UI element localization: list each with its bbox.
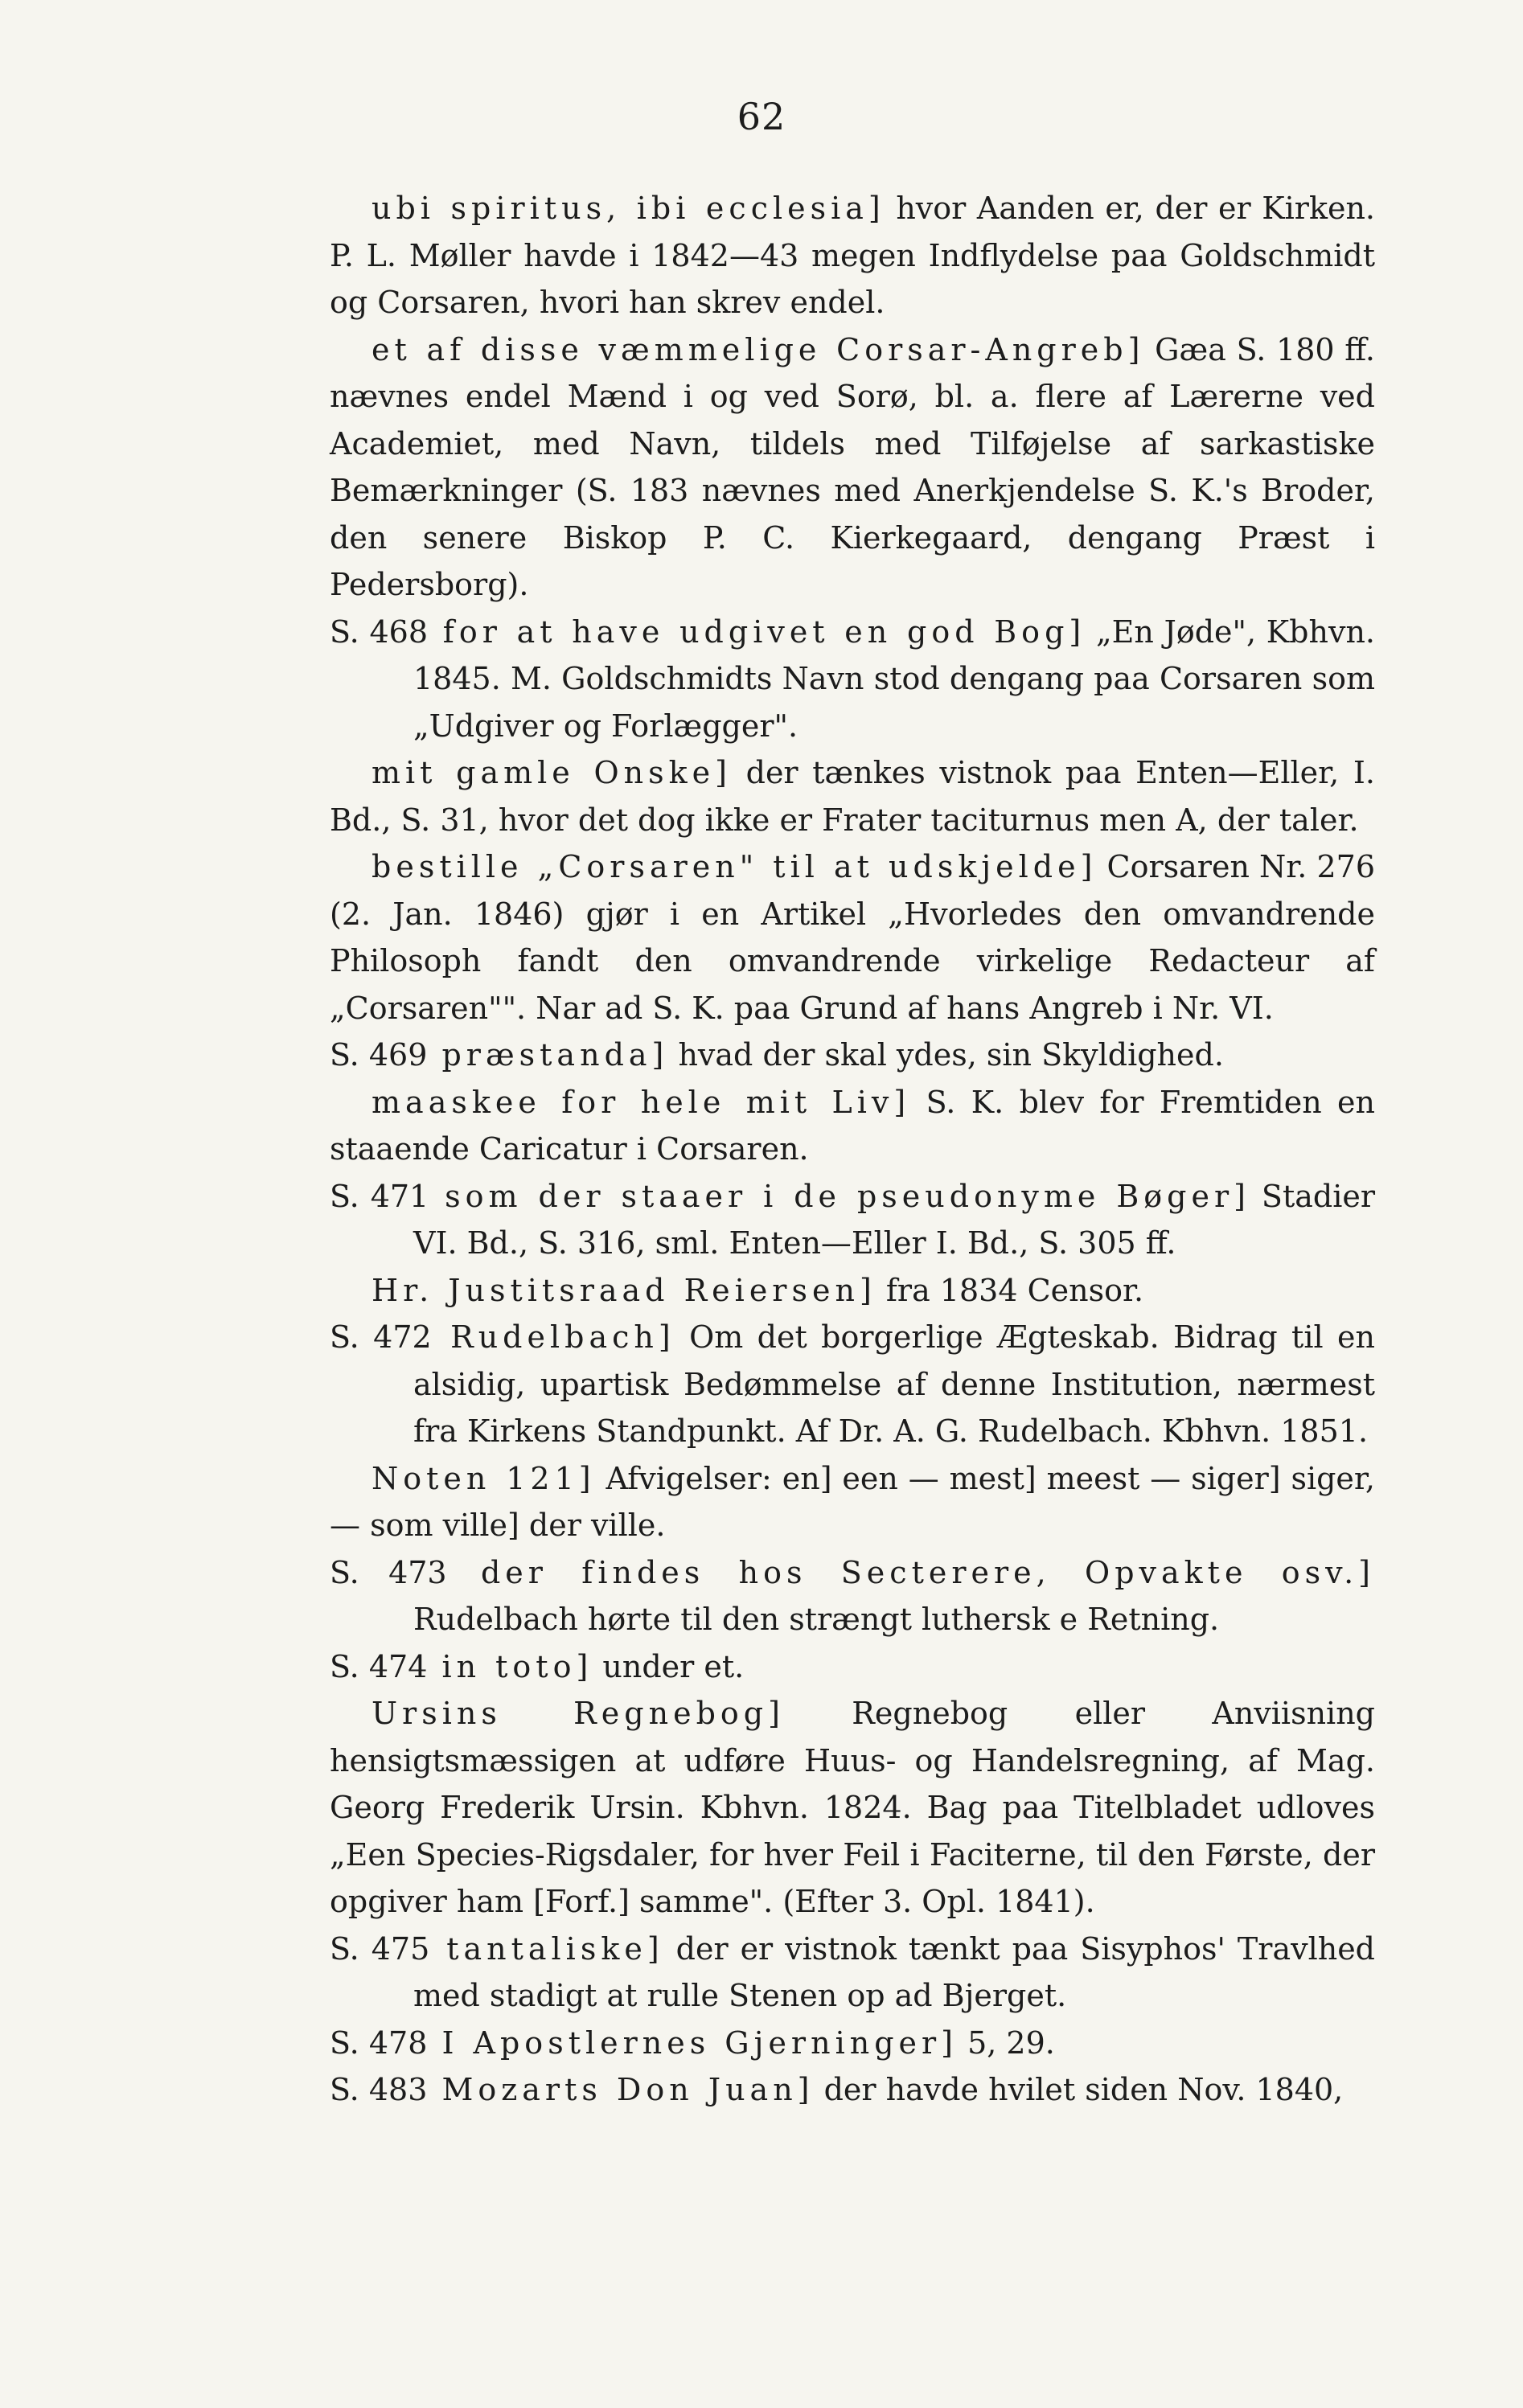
note-text: Regnebog eller Anviisning hensigtsmæssigen at udføre Huus- og Handelsregning, af Mag. Georg Frederik Ursin. Kbhvn. 1824. Bag paa Titelbladet udloves „Een Species-Rigsdaler, for hver Feil i Faciterne, til den Første, der opgiver ham [Forf.] samme". (Efter 3. Opl. 1841). bbox=[330, 1696, 1376, 1919]
note-text: der er vistnok tænkt paa Sisyphos' Travlhed med stadigt at rulle Stenen op ad Bjerget. bbox=[413, 1930, 1376, 2013]
note-text: „En Jøde", Kbhvn. 1845. M. Goldschmidts Navn stod dengang paa Corsaren som „Udgiver og Forlægger". bbox=[413, 613, 1376, 744]
note-entry bbox=[330, 1032, 1375, 1079]
page-reference: S. 472 bbox=[330, 1319, 432, 1355]
note-lemma: som der staaer i de pseudonyme Bøger] bbox=[429, 1178, 1250, 1214]
page-reference: S. 471 bbox=[330, 1178, 429, 1214]
note-lemma: der findes hos Secterere, Opvakte osv.] bbox=[446, 1554, 1375, 1590]
note-text: fra 1834 Censor. bbox=[876, 1272, 1144, 1308]
page-reference: S. 469 bbox=[330, 1037, 428, 1073]
note-lemma: maaskee for hele mit Liv] bbox=[372, 1084, 911, 1120]
note-text: hvor Aanden er, der er Kirken. P. L. Møller havde i 1842—43 megen Indflydelse paa Goldschmidt og Corsaren, hvori han skrev endel. bbox=[330, 191, 1376, 320]
note-entry bbox=[330, 1267, 1375, 1315]
note-lemma: præstanda] bbox=[427, 1037, 669, 1073]
note-lemma: for at have udgivet en god Bog] bbox=[428, 613, 1086, 650]
note-text: under et. bbox=[593, 1648, 745, 1684]
page-reference: S. 473 bbox=[330, 1554, 447, 1590]
note-entry bbox=[330, 1079, 1375, 1173]
note-lemma: in toto] bbox=[427, 1648, 593, 1684]
note-entry bbox=[330, 1173, 1375, 1267]
note-lemma: tantaliske] bbox=[429, 1930, 664, 1967]
note-lemma: Mozarts Don Juan] bbox=[427, 2072, 815, 2107]
page-reference: S. 478 bbox=[330, 2024, 428, 2061]
note-entry bbox=[330, 1690, 1375, 1926]
note-lemma: Hr. Justitsraad Reiersen] bbox=[372, 1272, 876, 1308]
note-text: Stadier VI. Bd., S. 316, sml. Enten—Eller I. Bd., S. 305 ff. bbox=[413, 1178, 1375, 1261]
note-text: Rudelbach hørte til den strængt luthersk e Retning. bbox=[413, 1602, 1220, 1637]
note-entry bbox=[330, 185, 1375, 326]
note-lemma: mit gamle Onske] bbox=[372, 755, 732, 790]
note-entry bbox=[330, 1549, 1375, 1643]
note-lemma: Noten 121] bbox=[372, 1460, 596, 1496]
note-lemma: et af disse væmmelige Corsar-Angreb] bbox=[372, 331, 1145, 367]
page-reference: S. 483 bbox=[330, 2072, 428, 2107]
page-reference: S. 468 bbox=[330, 613, 429, 650]
note-text: Om det borgerlige Ægteskab. Bidrag til en alsidig, upartisk Bedømmelse af denne Institution, nærmest fra Kirkens Standpunkt. Af Dr. A. G. Rudelbach. Kbhvn. 1851. bbox=[413, 1319, 1375, 1449]
note-entry bbox=[330, 749, 1375, 843]
page-number: 62 bbox=[737, 95, 786, 138]
page-reference: S. 474 bbox=[330, 1648, 428, 1684]
page-reference: S. 475 bbox=[330, 1930, 430, 1967]
note-text: Corsaren Nr. 276 (2. Jan. 1846) gjør i en Artikel „Hvorledes den omvandrende Philosoph fandt den omvandrende virkelige Redacteur af „Corsaren"". Nar ad S. K. paa Grund af hans Angreb i Nr. VI. bbox=[330, 849, 1375, 1026]
note-entry bbox=[330, 1314, 1375, 1455]
note-text: Gæa S. 180 ff. nævnes endel Mænd i og ved Sorø, bl. a. flere af Lærerne ved Academiet, med Navn, tildels med Tilføjelse af sarkastiske Bemærkninger (S. 183 nævnes med Anerkjendelse S. K.'s Broder, den senere Biskop P. C. Kierkegaard, dengang Præst i Pedersborg). bbox=[330, 331, 1375, 602]
note-entry bbox=[330, 843, 1375, 1032]
commentary-text bbox=[330, 185, 1375, 2114]
note-entry bbox=[330, 1926, 1375, 2020]
note-entry bbox=[330, 609, 1375, 750]
note-text: der tænkes vistnok paa Enten—Eller, I. Bd., S. 31, hvor det dog ikke er Frater taciturnus men A, der taler. bbox=[330, 755, 1375, 838]
note-text: Afvigelser: en] een — mest] meest — siger] siger, — som ville] der ville. bbox=[330, 1460, 1375, 1543]
note-entry bbox=[330, 1643, 1375, 1691]
note-entry bbox=[330, 1455, 1375, 1549]
note-text: der havde hvilet siden Nov. 1840, bbox=[814, 2072, 1344, 2107]
note-lemma: Rudelbach] bbox=[431, 1319, 675, 1355]
note-entry bbox=[330, 326, 1375, 609]
note-lemma: Ursins Regnebog] bbox=[372, 1696, 785, 1731]
note-lemma: bestille „Corsaren" til at udskjelde] bbox=[372, 849, 1098, 884]
note-entry bbox=[330, 2020, 1375, 2067]
note-entry bbox=[330, 2066, 1375, 2114]
note-text: hvad der skal ydes, sin Skyldighed. bbox=[668, 1037, 1224, 1073]
note-lemma: I Apostlernes Gjerninger] bbox=[427, 2024, 959, 2061]
note-text: 5, 29. bbox=[958, 2024, 1055, 2061]
note-lemma: ubi spiritus, ibi ecclesia] bbox=[372, 191, 885, 226]
note-text: S. K. blev for Fremtiden en staaende Caricatur i Corsaren. bbox=[330, 1084, 1376, 1167]
